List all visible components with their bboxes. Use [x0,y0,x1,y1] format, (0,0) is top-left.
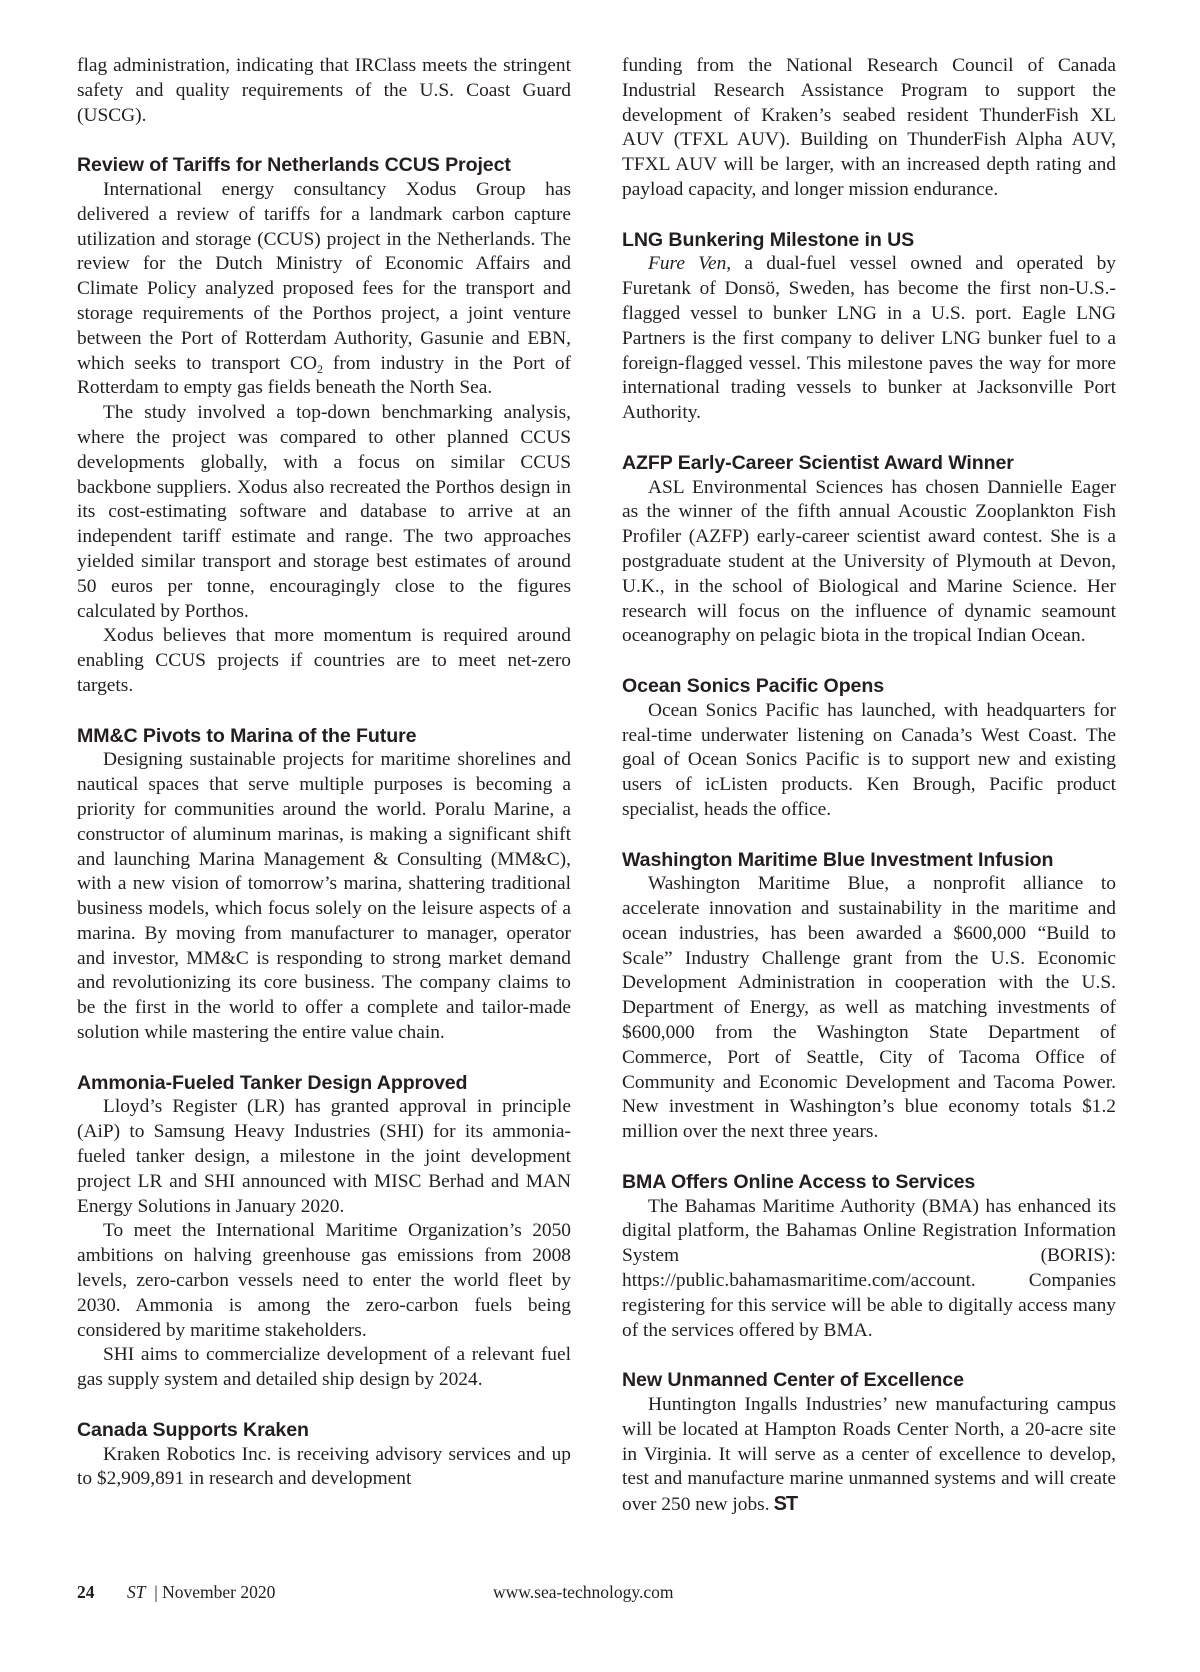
continued-text: flag administration, indicating that IRClass meets the stringent safety and quality requirements of the U.S. Coast Guard (USCG). [77,55,571,126]
article-heading: BMA Offers Online Access to Services [622,1170,976,1193]
article-ammonia-tanker [77,1071,571,1393]
article-paragraph: The study involved a top-down benchmarking analysis, where the project was compared to other planned CCUS developments globally, with a focus on similar CCUS backbone suppliers. Xodus also recreated the Porthos design in its cost-estimating software and database to arrive at an independent tariff estimate and range. The two approaches yielded similar transport and storage best estimates of around 50 euros per tonne, encouragingly close to the figures calculated by Porthos. [77,402,571,622]
article-paragraph: Xodus believes that more momentum is required around enabling CCUS projects if countries are to meet net-zero targets. [77,625,571,696]
article-heading: AZFP Early-Career Scientist Award Winner [622,451,1014,474]
article-paragraph: To meet the International Maritime Organization’s 2050 ambitions on halving greenhouse gas emissions from 2008 levels, zero-carbon vessels need to enter the world fleet by 2030. Ammonia is among the zero-carbon fuels being considered by maritime stakeholders. [77,1220,571,1341]
article-paragraph: SHI aims to commercialize development of a relevant fuel gas supply system and detailed ship design by 2024. [77,1344,571,1391]
right-column [622,54,1116,1518]
publication-issue [127,1582,275,1603]
article-paragraph: ASL Environmental Sciences has chosen Dannielle Eager as the winner of the fifth annual Acoustic Zooplankton Fish Profiler (AZFP) early-career scientist award contest. She is a postgraduate student at the University of Plymouth at Devon, U.K., in the school of Biological and Marine Science. Her research will focus on the influence of dynamic seamount oceanography on pelagic biota in the tropical Indian Ocean. [622,476,1116,647]
subscript-2: 2 [317,361,323,376]
publication-abbr: ST [127,1582,146,1602]
article-unmanned-center [622,1368,1116,1518]
article-heading: New Unmanned Center of Excellence [622,1369,964,1392]
continued-text: funding from the National Research Council of Canada Industrial Research Assistance Program to support the development of Kraken’s seabed resident ThunderFish XL AUV (TFXL AUV). Building on ThunderFish Alpha AUV, TFXL AUV will be larger, with an increased depth rating and payload capacity, and longer mission endurance. [622,55,1116,200]
article-paragraph: Ocean Sonics Pacific has launched, with headquarters for real-time underwater listening on Canada’s West Coast. The goal of Ocean Sonics Pacific is to support new and existing users of icListen products. Ken Brough, Pacific product specialist, heads the office. [622,699,1116,820]
article-paragraph: Lloyd’s Register (LR) has granted approval in principle (AiP) to Samsung Heavy Industries (SHI) for its ammonia-fueled tanker design, a milestone in the joint development project LR and SHI announced with MISC Berhad and MAN Energy Solutions in January 2020. [77,1096,571,1217]
page-number: 24 [77,1582,95,1602]
article-heading: LNG Bunkering Milestone in US [622,228,915,251]
article-paragraph: Huntington Ingalls Industries’ new manufacturing campus will be located at Hampton Roads Center North, a 20-acre site in Virginia. It will serve as a center of excellence to develop, test and manufacture marine unmanned systems and will create over 250 new jobs. ST [622,1394,1116,1516]
article-mmc-marina [77,724,571,1046]
article-heading: Ammonia-Fueled Tanker Design Approved [77,1071,468,1094]
article-heading: Review of Tariffs for Netherlands CCUS Project [77,154,511,177]
article-lng-bunkering [622,228,1116,426]
article-paragraph: Washington Maritime Blue, a nonprofit alliance to accelerate innovation and sustainability in the maritime and ocean industries, has been awarded a $600,000 “Build to Scale” Industry Challenge grant from the U.S. Economic Development Administration in cooperation with the U.S. Department of Energy, as well as matching investments of $600,000 from the Washington State Department of Commerce, Port of Seattle, City of Tacoma Office of Community and Economic Development and Tacoma Power. New investment in Washington’s blue economy totals $1.2 million over the next three years. [622,873,1116,1143]
article-heading: MM&C Pivots to Marina of the Future [77,724,417,747]
website-url: www.sea-technology.com [493,1582,674,1602]
article-heading: Washington Maritime Blue Investment Infusion [622,848,1054,871]
left-column [77,54,571,1492]
article-ocean-sonics [622,674,1116,823]
article-azfp-award [622,451,1116,649]
article-paragraph: International energy consultancy Xodus Group has delivered a review of tariffs for a landmark carbon capture utilization and storage (CCUS) project in the Netherlands. The review for the Dutch Ministry of Economic Affairs and Climate Policy analyzed proposed fees for the transport and storage requirements of the Porthos project, a joint venture between the Port of Rotterdam Authority, Gasunie and EBN, which seeks to transport $CO_2$ from industry in the Port of Rotterdam to empty gas fields beneath the North Sea. [77,178,571,399]
article-heading: Ocean Sonics Pacific Opens [622,674,885,697]
article-paragraph: Fure Ven, a dual-fuel vessel owned and operated by Furetank of Donsö, Sweden, has become the first non-U.S.-flagged vessel to bunker LNG in a U.S. port. Eagle LNG Partners is the first company to deliver LNG bunker fuel to a foreign-flagged vessel. This milestone paves the way for more international trading vessels to bunker at Jacksonville Port Authority. [622,253,1116,424]
article-paragraph: Designing sustainable projects for maritime shorelines and nautical spaces that serve multiple purposes is becoming a priority for communities around the world. Poralu Marine, a constructor of aluminum marinas, is making a significant shift and launching Marina Management & Consulting (MM&C), with a new vision of tomorrow’s marina, shattering traditional business models, which focus solely on the leisure aspects of a marina. By moving from manufacturer to manager, operator and investor, MM&C is responding to strong market demand and revolutionizing its core business. The company claims to be the first in the world to offer a complete and tailor-made solution while mastering the entire value chain. [77,749,571,1044]
article-bma-online [622,1170,1116,1344]
article-heading: Canada Supports Kraken [77,1418,309,1441]
article-maritime-blue [622,848,1116,1146]
article-ccus-tariffs [77,153,571,699]
article-paragraph: Kraken Robotics Inc. is receiving advisory services and up to $2,909,891 in research and development [77,1443,571,1490]
article-canada-kraken [77,1418,571,1492]
vessel-name: Fure Ven [648,253,727,275]
issue-date: | November 2020 [154,1582,276,1602]
end-of-article-mark: ST [773,1493,798,1516]
article-paragraph: The Bahamas Maritime Authority (BMA) has enhanced its digital platform, the Bahamas Online Registration Information System (BORIS): https://public.bahamasmaritime.com/account. Companies registering for this service will be able to digitally access many of the services offered by BMA. [622,1195,1116,1341]
